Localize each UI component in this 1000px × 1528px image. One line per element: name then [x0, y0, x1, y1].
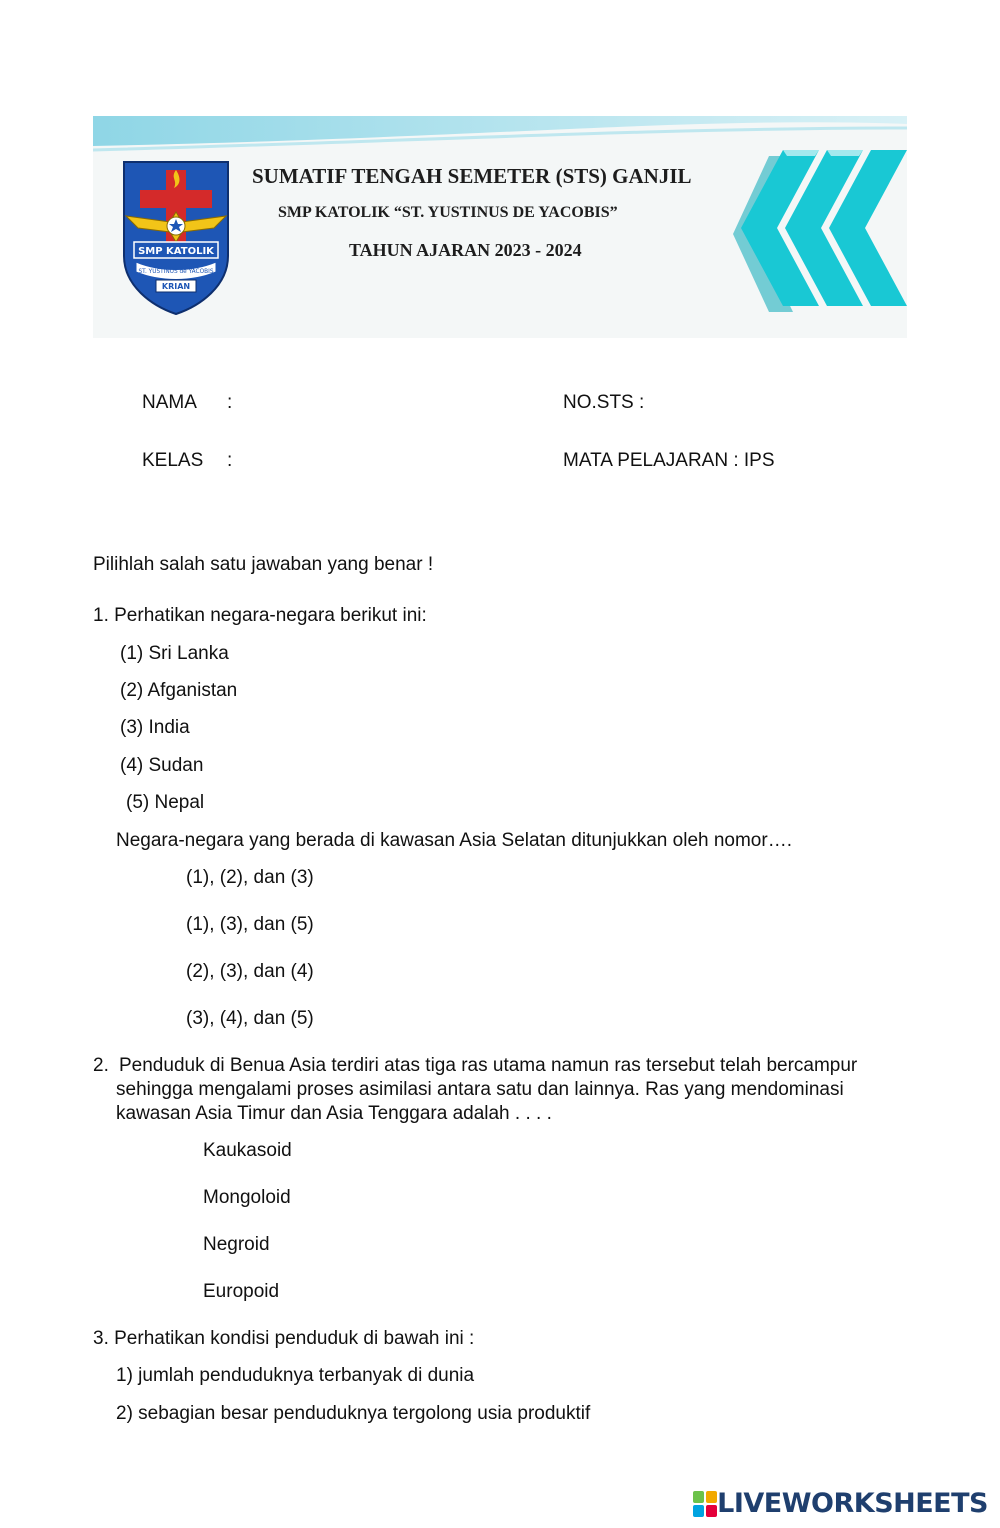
q2-option-d[interactable]: Europoid — [203, 1281, 280, 1302]
q1-list-item: (1) Sri Lanka — [120, 643, 229, 664]
question-2-number: 2. — [93, 1055, 109, 1076]
crest-ribbon-text: ST. YUSTINUS de YACOBIS — [138, 269, 214, 275]
mata-pelajaran-label: MATA PELAJARAN : IPS — [563, 450, 775, 471]
q2-option-c[interactable]: Negroid — [203, 1234, 270, 1255]
q3-list-item: 1) jumlah penduduknya terbanyak di dunia — [116, 1365, 475, 1386]
q1-list-item: (5) Nepal — [126, 792, 205, 813]
crest-place-text: KRIAN — [161, 282, 191, 291]
school-name: SMP KATOLIK “ST. YUSTINUS DE YACOBIS” — [278, 204, 618, 221]
q1-list-item: (2) Afganistan — [120, 680, 238, 701]
q3-list-item: 2) sebagian besar penduduknya tergolong usia produktif — [116, 1403, 591, 1424]
question-1-stem: 1. Perhatikan negara-negara berikut ini: — [93, 605, 427, 626]
nama-colon: : — [227, 392, 233, 413]
question-2-line-1: Penduduk di Benua Asia terdiri atas tiga ras utama namun ras tersebut telah bercampur — [119, 1055, 858, 1076]
instruction-text: Pilihlah salah satu jawaban yang benar ! — [93, 554, 434, 575]
q1-option-b[interactable]: (1), (3), dan (5) — [186, 914, 314, 935]
liveworksheets-logo[interactable] — [693, 1488, 988, 1519]
question-1-prompt: Negara-negara yang berada di kawasan Asia Selatan ditunjukkan oleh nomor…. — [116, 830, 792, 851]
q1-option-a[interactable]: (1), (2), dan (3) — [186, 867, 314, 888]
question-2-line-3: kawasan Asia Timur dan Asia Tenggara adalah . . . . — [116, 1103, 552, 1124]
question-2-line-2: sehingga mengalami proses asimilasi antara satu dan lainnya. Ras yang mendominasi — [116, 1079, 844, 1100]
school-crest-logo — [120, 156, 232, 316]
kelas-colon: : — [227, 450, 233, 471]
crest-badge-text: SMP KATOLIK — [138, 246, 214, 257]
nosts-label: NO.STS : — [563, 392, 645, 413]
liveworksheets-icon — [693, 1491, 717, 1517]
nama-label: NAMA — [142, 392, 197, 413]
q2-option-a[interactable]: Kaukasoid — [203, 1140, 292, 1161]
q1-option-c[interactable]: (2), (3), dan (4) — [186, 961, 314, 982]
q1-list-item: (4) Sudan — [120, 755, 204, 776]
kelas-label: KELAS — [142, 450, 204, 471]
q1-option-d[interactable]: (3), (4), dan (5) — [186, 1008, 314, 1029]
question-3-stem: 3. Perhatikan kondisi penduduk di bawah ini : — [93, 1328, 475, 1349]
q1-list-item: (3) India — [120, 717, 190, 738]
exam-title: SUMATIF TENGAH SEMETER (STS) GANJIL — [252, 164, 692, 188]
q2-option-b[interactable]: Mongoloid — [203, 1187, 291, 1208]
academic-year: TAHUN AJARAN 2023 - 2024 — [349, 240, 582, 260]
chevron-arrows-icon — [733, 150, 907, 312]
liveworksheets-brand: LIVEWORKSHEETS — [717, 1488, 988, 1519]
header-banner — [93, 116, 907, 338]
